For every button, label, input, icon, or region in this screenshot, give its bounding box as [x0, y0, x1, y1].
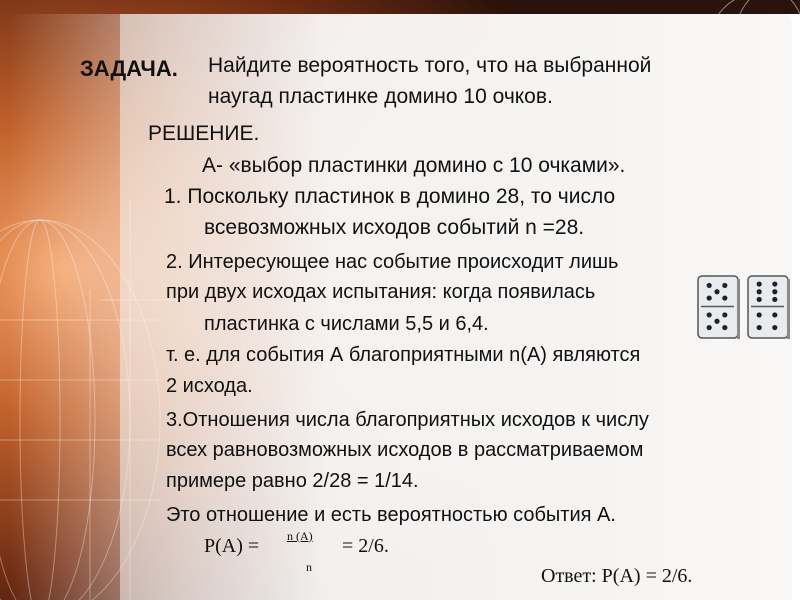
- step-2-line-3: пластинка с числами 5,5 и 6,4.: [204, 313, 489, 335]
- domino-pip: [757, 289, 762, 294]
- domino-pip: [757, 312, 762, 317]
- domino-pip: [722, 283, 727, 288]
- domino-pip: [707, 325, 712, 330]
- solution-label: РЕШЕНИЕ.: [148, 122, 260, 145]
- answer: Ответ: Р(А) = 2/6.: [541, 565, 693, 587]
- step-2-line-1: 2. Интересующее нас событие происходит лишь: [166, 251, 619, 273]
- domino-pip: [757, 325, 762, 330]
- step-2-line-4: т. е. для события А благоприятными n(А) являются: [166, 344, 641, 366]
- step-2-line-5: 2 исхода.: [166, 375, 253, 397]
- domino-pip: [722, 295, 727, 300]
- task-label: ЗАДАЧА.: [80, 56, 178, 81]
- step-3-line-2: всех равновозможных исходов в рассматриваемом: [166, 439, 644, 461]
- domino-tile: [697, 275, 741, 341]
- step-3-line-1: 3.Отношения числа благоприятных исходов к числу: [166, 409, 649, 431]
- domino-pip: [722, 325, 727, 330]
- domino-pip: [772, 325, 777, 330]
- formula-numerator: n (A): [287, 529, 313, 543]
- step-1-line-2: всевозможных исходов событий n =28.: [204, 216, 585, 239]
- domino-edge: [737, 279, 740, 339]
- task-line-2: наугад пластинке домино 10 очков.: [208, 85, 553, 108]
- domino-pip: [757, 297, 762, 302]
- domino-pip: [722, 312, 727, 317]
- step-2-line-2: при двух исходах испытания: когда появилась: [166, 281, 596, 303]
- event-definition: А- «выбор пластинки домино с 10 очками».: [202, 154, 626, 177]
- formula-denominator: n: [306, 560, 312, 574]
- domino-pip: [714, 289, 719, 294]
- domino-pip: [707, 312, 712, 317]
- domino-edge: [787, 279, 790, 339]
- domino-tile: [747, 275, 791, 341]
- domino-pip: [772, 289, 777, 294]
- conclusion: Это отношение и есть вероятностью события А.: [166, 504, 616, 526]
- domino-pip: [714, 319, 719, 324]
- domino-pip: [757, 281, 762, 286]
- formula-lhs: Р(А) =: [204, 535, 260, 557]
- domino-pip: [707, 295, 712, 300]
- domino-pip: [707, 283, 712, 288]
- step-1-line-1: 1. Поскольку пластинок в домино 28, то число: [164, 185, 616, 208]
- domino-pip: [772, 281, 777, 286]
- step-3-line-3: примере равно 2/28 = 1/14.: [166, 470, 419, 492]
- formula-rhs: = 2/6.: [342, 535, 389, 557]
- domino-pip: [772, 297, 777, 302]
- task-line-1: Найдите вероятность того, что на выбранной: [208, 54, 652, 77]
- domino-pip: [772, 312, 777, 317]
